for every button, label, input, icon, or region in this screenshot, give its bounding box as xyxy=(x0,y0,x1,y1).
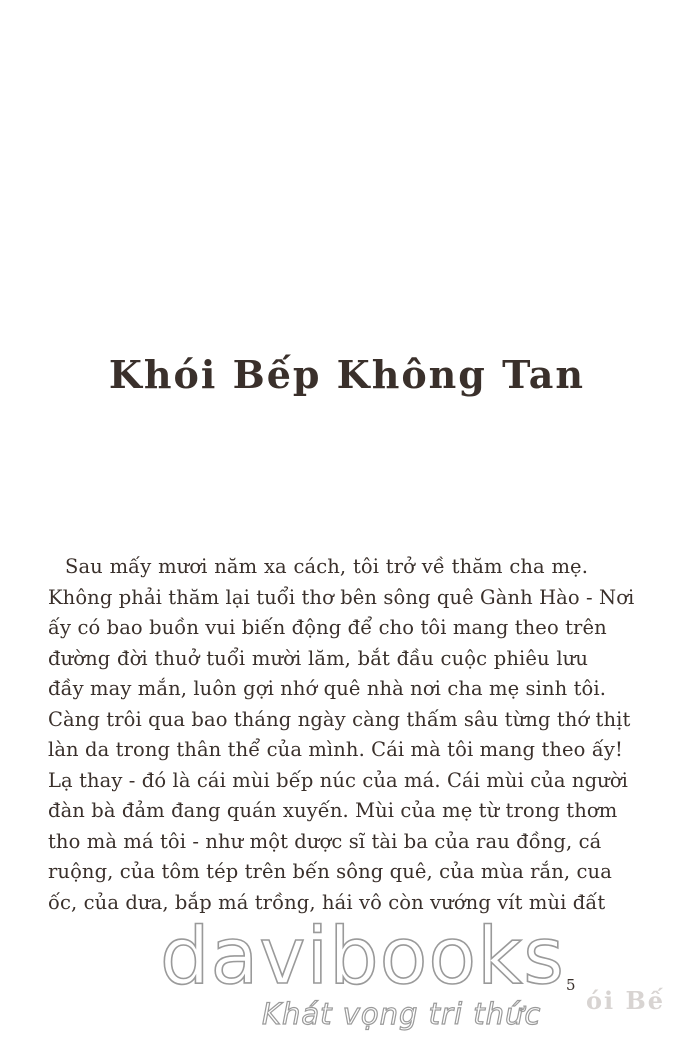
chapter-body xyxy=(48,552,635,918)
watermark-brand: davibooks xyxy=(160,912,565,1002)
text-line: đàn bà đảm đang quán xuyến. Mùi của mẹ từ trong thơm xyxy=(48,799,618,822)
text-line: đường đời thuở tuổi mười lăm, bắt đầu cuộc phiêu lưu xyxy=(48,646,588,670)
text-line: ấy có bao buồn vui biến động để cho tôi mang theo trên xyxy=(48,616,607,639)
page-number: 5 xyxy=(566,976,576,994)
text-line: Càng trôi qua bao tháng ngày càng thấm sâu từng thớ thịt xyxy=(48,707,631,731)
text-line: làn da trong thân thể của mình. Cái mà tôi mang theo ấy! xyxy=(48,738,623,761)
text-line: Sau mấy mươi năm xa cách, tôi trở về thăm cha mẹ. xyxy=(65,555,588,578)
text-line: đầy may mắn, luôn gợi nhớ quê nhà nơi cha mẹ sinh tôi. xyxy=(48,677,607,700)
text-line: ruộng, của tôm tép trên bến sông quê, của mùa rắn, cua xyxy=(48,860,612,883)
text-line: Lạ thay - đó là cái mùi bếp núc của má. Cái mùi của người xyxy=(48,768,629,792)
watermark-slogan: Khát vọng tri thức xyxy=(262,997,542,1031)
chapter-title: Khói Bếp Không Tan xyxy=(108,352,585,397)
text-line: tho mà má tôi - như một dược sĩ tài ba của rau đồng, cá xyxy=(48,829,602,853)
bleed-through-text: ói Bế xyxy=(586,986,666,1015)
text-line: Không phải thăm lại tuổi thơ bên sông quê Gành Hào - Nơi xyxy=(48,585,635,609)
text-line: ốc, của dưa, bắp má trồng, hái vô còn vướng vít mùi đất xyxy=(48,890,606,914)
